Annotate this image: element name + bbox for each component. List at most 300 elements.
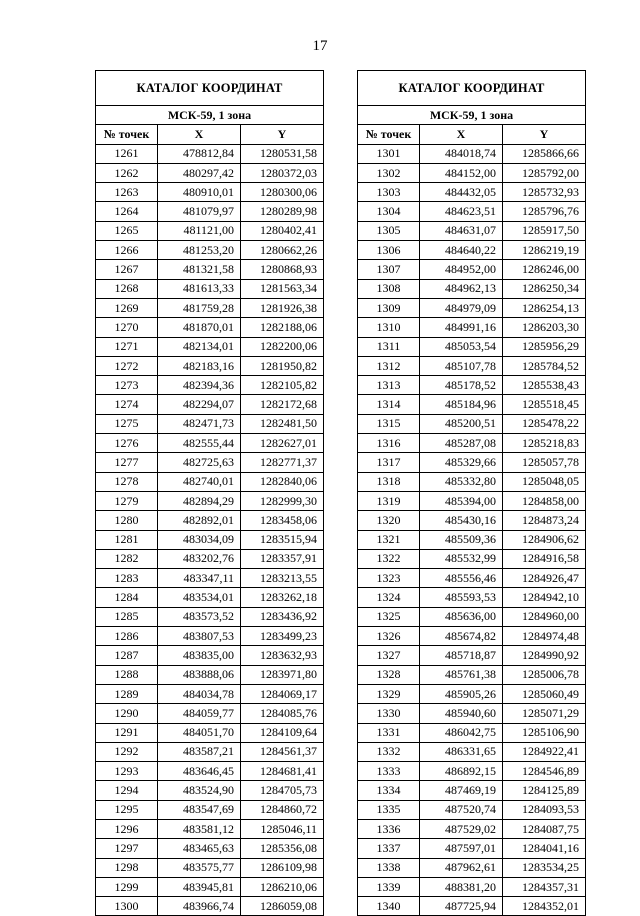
y-coordinate-cell: 1280531,58 <box>241 144 324 163</box>
point-number-cell: 1292 <box>96 742 158 761</box>
point-number-cell: 1305 <box>358 221 420 240</box>
x-coordinate-cell: 483966,74 <box>158 897 241 916</box>
x-coordinate-cell: 485509,36 <box>420 530 503 549</box>
point-number-cell: 1299 <box>96 877 158 896</box>
x-coordinate-cell: 483034,09 <box>158 530 241 549</box>
y-coordinate-cell: 1284916,58 <box>503 549 586 568</box>
y-coordinate-cell: 1286210,06 <box>241 877 324 896</box>
x-coordinate-cell: 480297,42 <box>158 163 241 182</box>
y-coordinate-cell: 1284041,16 <box>503 839 586 858</box>
y-coordinate-cell: 1285866,66 <box>503 144 586 163</box>
point-number-cell: 1319 <box>358 491 420 510</box>
point-number-cell: 1325 <box>358 607 420 626</box>
x-coordinate-cell: 484152,00 <box>420 163 503 182</box>
point-number-cell: 1312 <box>358 356 420 375</box>
y-coordinate-cell: 1285046,11 <box>241 819 324 838</box>
y-coordinate-cell: 1282105,82 <box>241 376 324 395</box>
point-number-cell: 1304 <box>358 202 420 221</box>
table-row <box>358 569 586 588</box>
y-coordinate-cell: 1284681,41 <box>241 762 324 781</box>
y-coordinate-cell: 1284860,72 <box>241 800 324 819</box>
x-coordinate-cell: 485905,26 <box>420 684 503 703</box>
y-coordinate-cell: 1284069,17 <box>241 684 324 703</box>
y-coordinate-cell: 1285048,05 <box>503 472 586 491</box>
x-coordinate-cell: 487597,01 <box>420 839 503 858</box>
table-row <box>96 434 324 453</box>
coordinate-system-subtitle: МСК-59, 1 зона <box>358 106 586 125</box>
point-number-cell: 1321 <box>358 530 420 549</box>
y-coordinate-cell: 1283632,93 <box>241 646 324 665</box>
x-coordinate-cell: 483524,90 <box>158 781 241 800</box>
x-coordinate-cell: 478812,84 <box>158 144 241 163</box>
y-coordinate-cell: 1281926,38 <box>241 298 324 317</box>
y-coordinate-cell: 1286219,19 <box>503 241 586 260</box>
x-coordinate-cell: 484018,74 <box>420 144 503 163</box>
table-row <box>96 414 324 433</box>
point-number-cell: 1318 <box>358 472 420 491</box>
table-row <box>96 819 324 838</box>
point-number-cell: 1262 <box>96 163 158 182</box>
table-row <box>96 318 324 337</box>
y-coordinate-cell: 1284357,31 <box>503 877 586 896</box>
point-number-cell: 1340 <box>358 897 420 916</box>
y-coordinate-cell: 1286246,00 <box>503 260 586 279</box>
point-number-cell: 1275 <box>96 414 158 433</box>
y-coordinate-cell: 1284125,89 <box>503 781 586 800</box>
x-coordinate-cell: 481253,20 <box>158 241 241 260</box>
column-header-y: Y <box>503 125 586 144</box>
x-coordinate-cell: 486892,15 <box>420 762 503 781</box>
table-row <box>358 646 586 665</box>
table-row <box>358 684 586 703</box>
y-coordinate-cell: 1284087,75 <box>503 819 586 838</box>
x-coordinate-cell: 485053,54 <box>420 337 503 356</box>
y-coordinate-cell: 1284873,24 <box>503 511 586 530</box>
point-number-cell: 1337 <box>358 839 420 858</box>
x-coordinate-cell: 487520,74 <box>420 800 503 819</box>
x-coordinate-cell: 481759,28 <box>158 298 241 317</box>
point-number-cell: 1261 <box>96 144 158 163</box>
y-coordinate-cell: 1283436,92 <box>241 607 324 626</box>
y-coordinate-cell: 1282172,68 <box>241 395 324 414</box>
point-number-cell: 1338 <box>358 858 420 877</box>
point-number-cell: 1323 <box>358 569 420 588</box>
table-row <box>358 395 586 414</box>
table-row <box>96 511 324 530</box>
point-number-cell: 1291 <box>96 723 158 742</box>
table-row <box>96 877 324 896</box>
table-row <box>96 762 324 781</box>
table-row <box>358 627 586 646</box>
table-row <box>96 491 324 510</box>
x-coordinate-cell: 482555,44 <box>158 434 241 453</box>
table-row <box>96 163 324 182</box>
point-number-cell: 1269 <box>96 298 158 317</box>
table-row <box>96 781 324 800</box>
x-coordinate-cell: 485532,99 <box>420 549 503 568</box>
table-row <box>358 877 586 896</box>
point-number-cell: 1289 <box>96 684 158 703</box>
y-coordinate-cell: 1281563,34 <box>241 279 324 298</box>
x-coordinate-cell: 483587,21 <box>158 742 241 761</box>
column-header-x: X <box>158 125 241 144</box>
table-row <box>358 337 586 356</box>
point-number-cell: 1264 <box>96 202 158 221</box>
y-coordinate-cell: 1286109,98 <box>241 858 324 877</box>
y-coordinate-cell: 1284990,92 <box>503 646 586 665</box>
point-number-cell: 1265 <box>96 221 158 240</box>
table-row <box>96 569 324 588</box>
table-row <box>96 183 324 202</box>
point-number-cell: 1300 <box>96 897 158 916</box>
point-number-cell: 1277 <box>96 453 158 472</box>
y-coordinate-cell: 1280300,06 <box>241 183 324 202</box>
y-coordinate-cell: 1280289,98 <box>241 202 324 221</box>
point-number-cell: 1274 <box>96 395 158 414</box>
point-number-cell: 1282 <box>96 549 158 568</box>
table-row <box>358 742 586 761</box>
table-row <box>96 260 324 279</box>
point-number-cell: 1332 <box>358 742 420 761</box>
y-coordinate-cell: 1281950,82 <box>241 356 324 375</box>
table-row <box>96 241 324 260</box>
x-coordinate-cell: 483347,11 <box>158 569 241 588</box>
y-coordinate-cell: 1284858,00 <box>503 491 586 510</box>
y-coordinate-cell: 1286059,08 <box>241 897 324 916</box>
y-coordinate-cell: 1285071,29 <box>503 704 586 723</box>
table-row <box>358 144 586 163</box>
point-number-cell: 1310 <box>358 318 420 337</box>
x-coordinate-cell: 485107,78 <box>420 356 503 375</box>
point-number-cell: 1339 <box>358 877 420 896</box>
y-coordinate-cell: 1285060,49 <box>503 684 586 703</box>
y-coordinate-cell: 1284705,73 <box>241 781 324 800</box>
point-number-cell: 1287 <box>96 646 158 665</box>
table-row <box>358 607 586 626</box>
x-coordinate-cell: 482740,01 <box>158 472 241 491</box>
x-coordinate-cell: 485287,08 <box>420 434 503 453</box>
point-number-cell: 1335 <box>358 800 420 819</box>
point-number-cell: 1309 <box>358 298 420 317</box>
x-coordinate-cell: 483534,01 <box>158 588 241 607</box>
point-number-cell: 1278 <box>96 472 158 491</box>
point-number-cell: 1268 <box>96 279 158 298</box>
y-coordinate-cell: 1284960,00 <box>503 607 586 626</box>
point-number-cell: 1308 <box>358 279 420 298</box>
y-coordinate-cell: 1282840,06 <box>241 472 324 491</box>
x-coordinate-cell: 483945,81 <box>158 877 241 896</box>
table-row <box>358 356 586 375</box>
table-row <box>96 298 324 317</box>
x-coordinate-cell: 482892,01 <box>158 511 241 530</box>
x-coordinate-cell: 487469,19 <box>420 781 503 800</box>
y-coordinate-cell: 1284922,41 <box>503 742 586 761</box>
y-coordinate-cell: 1285518,45 <box>503 395 586 414</box>
x-coordinate-cell: 481613,33 <box>158 279 241 298</box>
y-coordinate-cell: 1283515,94 <box>241 530 324 549</box>
x-coordinate-cell: 487529,02 <box>420 819 503 838</box>
point-number-cell: 1294 <box>96 781 158 800</box>
point-number-cell: 1280 <box>96 511 158 530</box>
y-coordinate-cell: 1283499,23 <box>241 627 324 646</box>
x-coordinate-cell: 483547,69 <box>158 800 241 819</box>
y-coordinate-cell: 1286254,13 <box>503 298 586 317</box>
y-coordinate-cell: 1285538,43 <box>503 376 586 395</box>
x-coordinate-cell: 483581,12 <box>158 819 241 838</box>
point-number-cell: 1272 <box>96 356 158 375</box>
point-number-cell: 1301 <box>358 144 420 163</box>
y-coordinate-cell: 1280868,93 <box>241 260 324 279</box>
column-header-y: Y <box>241 125 324 144</box>
table-row <box>358 762 586 781</box>
table-row <box>96 665 324 684</box>
x-coordinate-cell: 484432,05 <box>420 183 503 202</box>
y-coordinate-cell: 1285057,78 <box>503 453 586 472</box>
table-row <box>96 395 324 414</box>
x-coordinate-cell: 485718,87 <box>420 646 503 665</box>
table-row <box>96 858 324 877</box>
y-coordinate-cell: 1283213,55 <box>241 569 324 588</box>
y-coordinate-cell: 1284352,01 <box>503 897 586 916</box>
y-coordinate-cell: 1285917,50 <box>503 221 586 240</box>
x-coordinate-cell: 483575,77 <box>158 858 241 877</box>
x-coordinate-cell: 482894,29 <box>158 491 241 510</box>
table-row <box>358 414 586 433</box>
table-row <box>96 453 324 472</box>
catalog-title: КАТАЛОГ КООРДИНАТ <box>358 71 586 106</box>
point-number-cell: 1306 <box>358 241 420 260</box>
column-header-x: X <box>420 125 503 144</box>
table-row <box>96 607 324 626</box>
x-coordinate-cell: 485332,80 <box>420 472 503 491</box>
point-number-cell: 1293 <box>96 762 158 781</box>
x-coordinate-cell: 483646,45 <box>158 762 241 781</box>
y-coordinate-cell: 1284093,53 <box>503 800 586 819</box>
x-coordinate-cell: 485593,53 <box>420 588 503 607</box>
y-coordinate-cell: 1285006,78 <box>503 665 586 684</box>
x-coordinate-cell: 481870,01 <box>158 318 241 337</box>
x-coordinate-cell: 482294,07 <box>158 395 241 414</box>
y-coordinate-cell: 1284974,48 <box>503 627 586 646</box>
y-coordinate-cell: 1284561,37 <box>241 742 324 761</box>
table-row <box>358 530 586 549</box>
table-row <box>358 241 586 260</box>
x-coordinate-cell: 483807,53 <box>158 627 241 646</box>
x-coordinate-cell: 484059,77 <box>158 704 241 723</box>
table-row <box>96 839 324 858</box>
point-number-cell: 1288 <box>96 665 158 684</box>
y-coordinate-cell: 1284109,64 <box>241 723 324 742</box>
x-coordinate-cell: 485940,60 <box>420 704 503 723</box>
point-number-cell: 1317 <box>358 453 420 472</box>
x-coordinate-cell: 485761,38 <box>420 665 503 684</box>
table-row <box>358 897 586 916</box>
catalog-title: КАТАЛОГ КООРДИНАТ <box>96 71 324 106</box>
coordinate-catalog-table-right <box>357 70 586 916</box>
point-number-cell: 1334 <box>358 781 420 800</box>
table-row <box>358 202 586 221</box>
point-number-cell: 1296 <box>96 819 158 838</box>
table-row <box>358 665 586 684</box>
x-coordinate-cell: 482471,73 <box>158 414 241 433</box>
y-coordinate-cell: 1282771,37 <box>241 453 324 472</box>
point-number-cell: 1324 <box>358 588 420 607</box>
y-coordinate-cell: 1285956,29 <box>503 337 586 356</box>
x-coordinate-cell: 484623,51 <box>420 202 503 221</box>
x-coordinate-cell: 486042,75 <box>420 723 503 742</box>
x-coordinate-cell: 485430,16 <box>420 511 503 530</box>
x-coordinate-cell: 483573,52 <box>158 607 241 626</box>
x-coordinate-cell: 485178,52 <box>420 376 503 395</box>
table-row <box>96 530 324 549</box>
table-row <box>358 800 586 819</box>
table-row <box>96 742 324 761</box>
x-coordinate-cell: 484952,00 <box>420 260 503 279</box>
point-number-cell: 1297 <box>96 839 158 858</box>
table-body <box>96 144 324 916</box>
x-coordinate-cell: 487962,61 <box>420 858 503 877</box>
point-number-cell: 1313 <box>358 376 420 395</box>
coordinate-catalog-table-left <box>95 70 324 916</box>
x-coordinate-cell: 483888,06 <box>158 665 241 684</box>
table-row <box>358 588 586 607</box>
y-coordinate-cell: 1282481,50 <box>241 414 324 433</box>
point-number-cell: 1298 <box>96 858 158 877</box>
y-coordinate-cell: 1283357,91 <box>241 549 324 568</box>
column-header-point-number: № точек <box>96 125 158 144</box>
table-row <box>358 279 586 298</box>
point-number-cell: 1285 <box>96 607 158 626</box>
x-coordinate-cell: 484631,07 <box>420 221 503 240</box>
table-row <box>358 781 586 800</box>
y-coordinate-cell: 1280372,03 <box>241 163 324 182</box>
y-coordinate-cell: 1285356,08 <box>241 839 324 858</box>
x-coordinate-cell: 483835,00 <box>158 646 241 665</box>
x-coordinate-cell: 484051,70 <box>158 723 241 742</box>
x-coordinate-cell: 482183,16 <box>158 356 241 375</box>
x-coordinate-cell: 485394,00 <box>420 491 503 510</box>
coordinate-system-subtitle: МСК-59, 1 зона <box>96 106 324 125</box>
x-coordinate-cell: 481321,58 <box>158 260 241 279</box>
y-coordinate-cell: 1283534,25 <box>503 858 586 877</box>
point-number-cell: 1303 <box>358 183 420 202</box>
table-row <box>358 549 586 568</box>
table-row <box>96 337 324 356</box>
y-coordinate-cell: 1285218,83 <box>503 434 586 453</box>
y-coordinate-cell: 1284942,10 <box>503 588 586 607</box>
y-coordinate-cell: 1282188,06 <box>241 318 324 337</box>
x-coordinate-cell: 483465,63 <box>158 839 241 858</box>
y-coordinate-cell: 1282200,06 <box>241 337 324 356</box>
point-number-cell: 1311 <box>358 337 420 356</box>
table-row <box>96 800 324 819</box>
table-row <box>358 723 586 742</box>
page-number: 17 <box>312 38 328 54</box>
table-row <box>358 163 586 182</box>
x-coordinate-cell: 484962,13 <box>420 279 503 298</box>
table-row <box>96 684 324 703</box>
x-coordinate-cell: 485636,00 <box>420 607 503 626</box>
table-row <box>96 627 324 646</box>
point-number-cell: 1302 <box>358 163 420 182</box>
point-number-cell: 1329 <box>358 684 420 703</box>
x-coordinate-cell: 487725,94 <box>420 897 503 916</box>
point-number-cell: 1322 <box>358 549 420 568</box>
point-number-cell: 1290 <box>96 704 158 723</box>
x-coordinate-cell: 484034,78 <box>158 684 241 703</box>
x-coordinate-cell: 482394,36 <box>158 376 241 395</box>
table-row <box>358 472 586 491</box>
y-coordinate-cell: 1285792,00 <box>503 163 586 182</box>
point-number-cell: 1327 <box>358 646 420 665</box>
point-number-cell: 1328 <box>358 665 420 684</box>
table-row <box>96 356 324 375</box>
point-number-cell: 1314 <box>358 395 420 414</box>
table-row <box>96 144 324 163</box>
point-number-cell: 1295 <box>96 800 158 819</box>
x-coordinate-cell: 488381,20 <box>420 877 503 896</box>
table-row <box>358 704 586 723</box>
x-coordinate-cell: 481121,00 <box>158 221 241 240</box>
point-number-cell: 1307 <box>358 260 420 279</box>
y-coordinate-cell: 1286203,30 <box>503 318 586 337</box>
table-row <box>358 511 586 530</box>
point-number-cell: 1270 <box>96 318 158 337</box>
point-number-cell: 1284 <box>96 588 158 607</box>
y-coordinate-cell: 1280662,26 <box>241 241 324 260</box>
y-coordinate-cell: 1286250,34 <box>503 279 586 298</box>
table-row <box>96 704 324 723</box>
x-coordinate-cell: 484640,22 <box>420 241 503 260</box>
x-coordinate-cell: 485556,46 <box>420 569 503 588</box>
table-row <box>358 819 586 838</box>
table-row <box>358 318 586 337</box>
table-row <box>96 202 324 221</box>
table-row <box>358 491 586 510</box>
y-coordinate-cell: 1285796,76 <box>503 202 586 221</box>
y-coordinate-cell: 1284906,62 <box>503 530 586 549</box>
table-row <box>96 646 324 665</box>
point-number-cell: 1273 <box>96 376 158 395</box>
y-coordinate-cell: 1285732,93 <box>503 183 586 202</box>
y-coordinate-cell: 1285784,52 <box>503 356 586 375</box>
point-number-cell: 1286 <box>96 627 158 646</box>
table-row <box>358 376 586 395</box>
point-number-cell: 1316 <box>358 434 420 453</box>
x-coordinate-cell: 482725,63 <box>158 453 241 472</box>
point-number-cell: 1263 <box>96 183 158 202</box>
table-row <box>96 588 324 607</box>
point-number-cell: 1330 <box>358 704 420 723</box>
y-coordinate-cell: 1283458,06 <box>241 511 324 530</box>
point-number-cell: 1281 <box>96 530 158 549</box>
x-coordinate-cell: 484991,16 <box>420 318 503 337</box>
point-number-cell: 1279 <box>96 491 158 510</box>
table-row <box>96 549 324 568</box>
table-row <box>358 298 586 317</box>
x-coordinate-cell: 480910,01 <box>158 183 241 202</box>
point-number-cell: 1326 <box>358 627 420 646</box>
table-row <box>358 183 586 202</box>
table-row <box>358 453 586 472</box>
y-coordinate-cell: 1285106,90 <box>503 723 586 742</box>
y-coordinate-cell: 1280402,41 <box>241 221 324 240</box>
x-coordinate-cell: 482134,01 <box>158 337 241 356</box>
y-coordinate-cell: 1282627,01 <box>241 434 324 453</box>
y-coordinate-cell: 1283262,18 <box>241 588 324 607</box>
point-number-cell: 1283 <box>96 569 158 588</box>
y-coordinate-cell: 1282999,30 <box>241 491 324 510</box>
